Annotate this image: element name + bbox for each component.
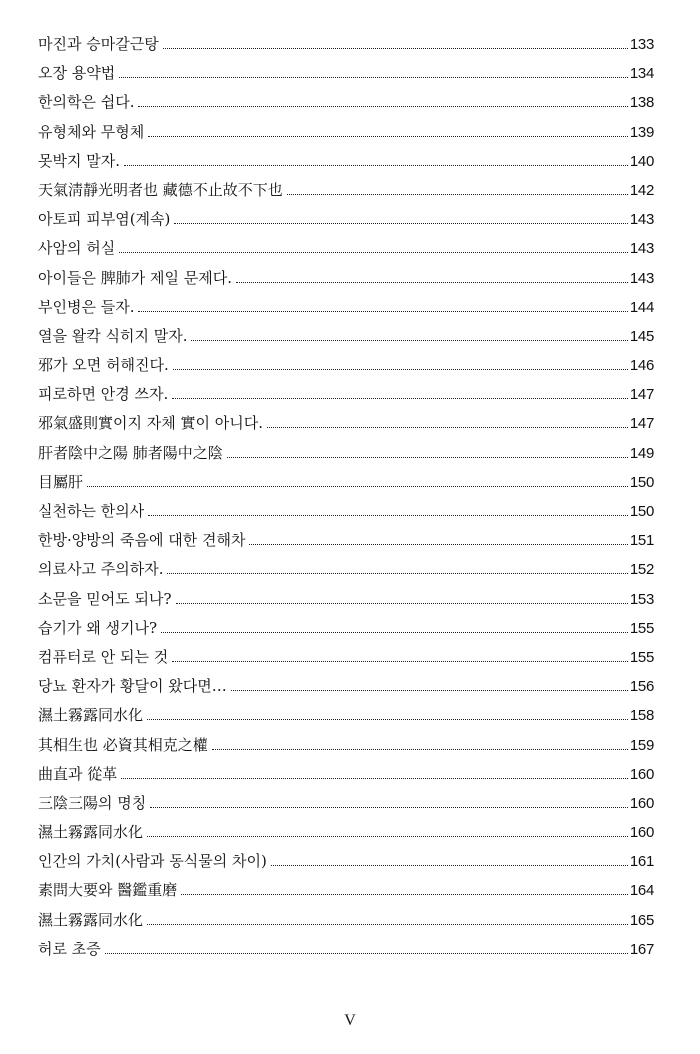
dot-leader [148,136,628,137]
toc-entry [38,413,654,442]
toc-entry [38,443,654,472]
toc-entry [38,647,654,676]
toc-entry-title: 사암의 허실 [38,239,116,258]
toc-entry [38,355,654,384]
toc-entry [38,501,654,530]
toc-entry [38,63,654,92]
dot-leader [249,544,627,545]
toc-entry [38,209,654,238]
toc-entry [38,559,654,588]
dot-leader [172,398,628,399]
toc-entry-page: 134 [629,65,654,83]
toc-entry [38,618,654,647]
toc-entry-title: 습기가 왜 생기나? [38,618,158,637]
toc-entry-title: 컴퓨터로 안 되는 것 [38,647,169,666]
toc-entry-page: 153 [629,590,654,608]
toc-entry-title: 濕土霧露同水化 [38,823,144,842]
toc-entry-page: 150 [629,473,654,491]
dot-leader [148,515,628,516]
toc-entry-title: 못박지 말자. [38,151,120,170]
toc-entry-page: 160 [629,794,654,812]
toc-entry-title: 당뇨 환자가 황달이 왔다면… [38,677,227,696]
toc-entry-title: 유형체와 무형체 [38,122,145,141]
page-number: V [344,1012,356,1029]
toc-entry-title: 三陰三陽의 명칭 [38,793,147,812]
toc-entry [38,151,654,180]
dot-leader [105,953,628,954]
toc-entry-title: 한의학은 쉽다. [38,93,135,112]
dot-leader [271,865,628,866]
toc-entry-title: 한방·양방의 죽음에 대한 견해차 [38,531,246,550]
toc-entry [38,589,654,618]
toc-entry [38,92,654,121]
toc-entry-title: 濕土霧露同水化 [38,706,144,725]
toc-entry-page: 139 [629,123,654,141]
toc-entry [38,297,654,326]
toc-entry-title: 소문을 믿어도 되나? [38,589,172,608]
dot-leader [173,369,628,370]
toc-entry [38,326,654,355]
toc-entry [38,880,654,909]
toc-entry-title: 실천하는 한의사 [38,502,145,520]
dot-leader [172,661,628,662]
toc-entry [38,472,654,501]
toc-entry-title: 의료사고 주의하자. [38,560,164,579]
toc-entry [38,822,654,851]
toc-entry-page: 147 [629,386,654,404]
toc-entry-title: 아토피 피부염(계속) [38,210,171,229]
dot-leader [287,194,628,195]
toc-entry-title: 邪가 오면 허해진다. [38,356,169,375]
toc-entry [38,180,654,209]
toc-entry-title: 素問大要와 醫鑑重磨 [38,881,178,900]
toc-entry-title: 마진과 승마갈근탕 [38,35,159,53]
dot-leader [119,252,628,253]
toc-entry [38,939,654,968]
toc-entry-title: 부인병은 들자. [38,297,135,316]
toc-entry-page: 151 [629,532,654,550]
dot-leader [147,836,628,837]
toc-entry-page: 147 [629,415,654,433]
toc-entry [38,764,654,793]
toc-entry-page: 133 [629,36,654,53]
toc-entry-title: 피로하면 안경 쓰자. [38,385,169,404]
dot-leader [267,427,628,428]
toc-entry [38,676,654,705]
toc-entry [38,910,654,939]
dot-leader [121,778,628,779]
toc-entry-page: 145 [629,327,654,345]
toc-entry-title: 邪氣盛則實이지 자체 實이 아니다. [38,414,263,433]
dot-leader [124,165,628,166]
toc-entry-page: 160 [629,765,654,783]
dot-leader [176,603,628,604]
dot-leader [163,48,628,49]
dot-leader [138,311,627,312]
toc-entry [38,530,654,559]
dot-leader [161,632,628,633]
dot-leader [119,77,628,78]
dot-leader [231,690,628,691]
toc-entry-page: 149 [629,444,654,462]
toc-entry-page: 138 [629,94,654,112]
toc-entry-page: 161 [629,853,654,871]
dot-leader [147,924,628,925]
table-of-contents [38,34,654,968]
toc-entry-page: 167 [629,940,654,958]
toc-entry-title: 目屬肝 [38,472,84,491]
toc-entry-title: 허로 초증 [38,939,101,958]
toc-entry-page: 158 [629,707,654,725]
toc-entry-title: 曲直과 從革 [38,764,118,783]
dot-leader [147,719,628,720]
toc-entry [38,851,654,880]
toc-entry-page: 155 [629,619,654,637]
toc-entry-title: 오장 용약법 [38,64,116,83]
toc-entry-page: 150 [629,503,654,520]
toc-entry [38,122,654,151]
toc-entry-page: 146 [629,357,654,375]
dot-leader [191,340,627,341]
dot-leader [212,749,628,750]
toc-entry-page: 140 [629,152,654,170]
dot-leader [150,807,628,808]
toc-entry-page: 143 [629,269,654,287]
toc-entry-page: 142 [629,181,654,199]
toc-entry [38,735,654,764]
dot-leader [167,573,627,574]
dot-leader [87,486,628,487]
toc-entry-page: 160 [629,824,654,842]
toc-entry-title: 肝者陰中之陽 肺者陽中之陰 [38,443,223,462]
dot-leader [138,106,627,107]
dot-leader [236,282,628,283]
toc-entry [38,268,654,297]
toc-entry-page: 155 [629,648,654,666]
toc-entry-title: 濕土霧露同水化 [38,910,144,929]
toc-entry-title: 天氣淸靜光明者也 藏德不止故不下也 [38,180,283,199]
dot-leader [181,894,628,895]
toc-entry-title: 아이들은 脾肺가 제일 문제다. [38,268,232,287]
toc-entry [38,793,654,822]
toc-entry-page: 143 [629,211,654,229]
toc-entry-title: 其相生也 必資其相克之權 [38,735,208,754]
toc-entry-page: 159 [629,736,654,754]
toc-entry [38,384,654,413]
toc-entry-title: 인간의 가치(사람과 동식물의 차이) [38,852,267,871]
toc-entry [38,705,654,734]
toc-entry [38,238,654,267]
toc-entry-page: 143 [629,240,654,258]
toc-entry [38,34,654,63]
toc-entry-page: 152 [629,561,654,579]
toc-entry-page: 164 [629,882,654,900]
dot-leader [227,457,628,458]
dot-leader [174,223,627,224]
toc-entry-page: 165 [629,911,654,929]
toc-entry-page: 144 [629,298,654,316]
toc-entry-page: 156 [629,678,654,696]
toc-entry-title: 열을 왈칵 식히지 말자. [38,326,188,345]
